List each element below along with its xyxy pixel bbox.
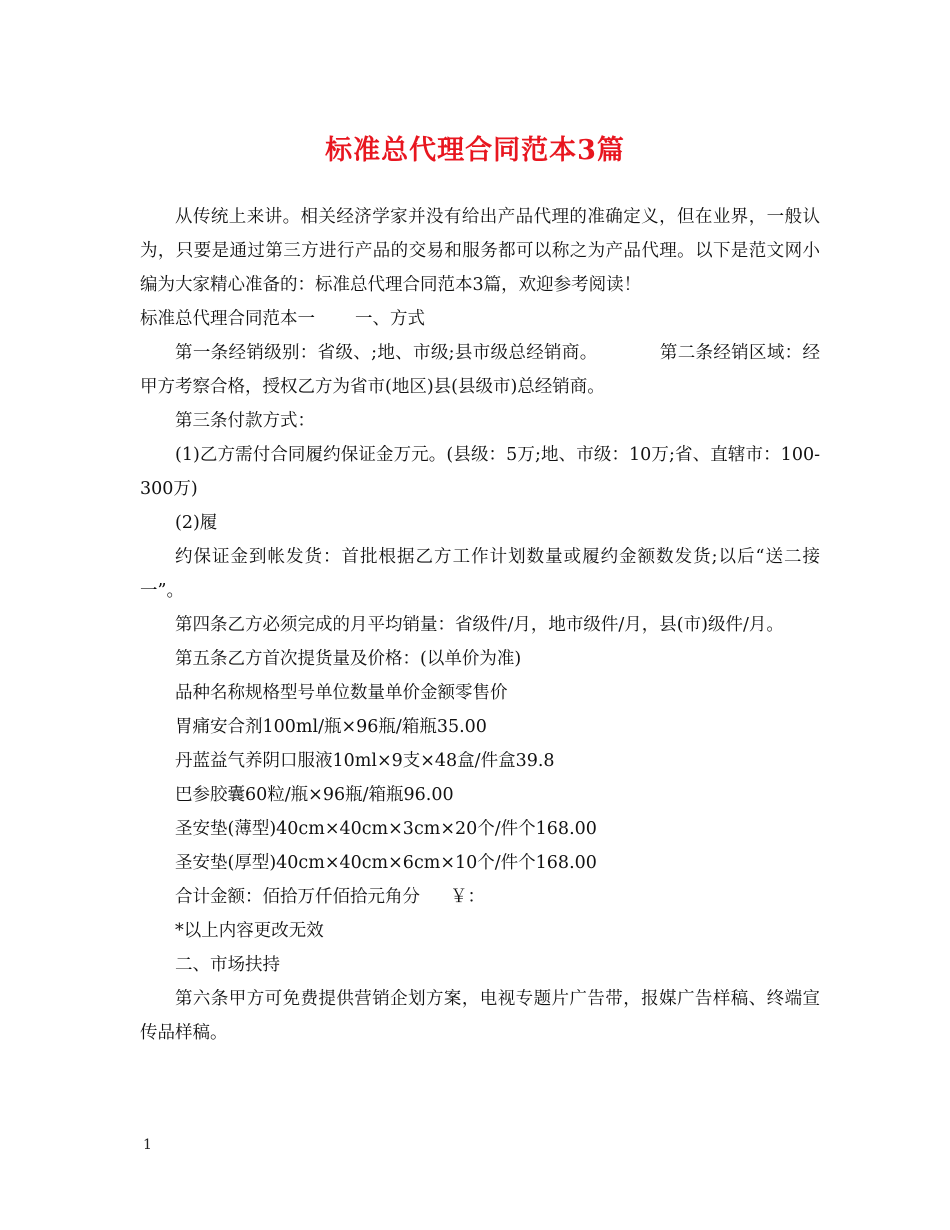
clause-3-item-2-continued: 约保证金到帐发货：首批根据乙方工作计划数量或履约金额数发货;以后“送二接一”。 [140, 547, 820, 601]
section1-heading: 标准总代理合同范本一 [140, 309, 315, 329]
price-table-row: 圣安垫(薄型)40cm×40cm×3cm×20个/件个168.00 [175, 819, 597, 839]
section1-heading-line [140, 302, 820, 336]
document-body [140, 200, 820, 1050]
section2-heading: 二、市场扶持 [175, 955, 280, 975]
clause-5: 第五条乙方首次提货量及价格：(以单价为准) [175, 649, 522, 669]
clause-6: 第六条甲方可免费提供营销企划方案，电视专题片广告带，报媒广告样稿、终端宣传品样稿。 [140, 989, 820, 1043]
intro-paragraph: 从传统上来讲。相关经济学家并没有给出产品代理的准确定义，但在业界，一般认为，只要是通过第三方进行产品的交易和服务都可以称之为产品代理。以下是范文网小编为大家精心准备的：标准总代理合同范本3篇，欢迎参考阅读！ [140, 207, 820, 295]
clause-3: 第三条付款方式： [175, 411, 315, 431]
clause-2: 第二条经销区域：经甲方考察合格，授权乙方为省市(地区)县(县级市)总经销商。 [140, 343, 820, 397]
section1-subheading: 一、方式 [355, 309, 425, 329]
price-table-row: 巴参胶囊60粒/瓶×96瓶/箱瓶96.00 [175, 785, 454, 805]
total-amount-label: 合计金额：佰拾万仟佰拾元角分 [175, 887, 420, 907]
clause-3-item-1: (1)乙方需付合同履约保证金万元。(县级：5万;地、市级：10万;省、直辖市：100-300万) [140, 445, 820, 499]
page-number: 1 [143, 1137, 152, 1153]
clause-1: 第一条经销级别：省级、;地、市级;县市级总经销商。 [175, 343, 598, 363]
clause-3-item-2: (2)履 [175, 513, 218, 533]
price-table-row: 圣安垫(厚型)40cm×40cm×6cm×10个/件个168.00 [175, 853, 597, 873]
note-line: *以上内容更改无效 [175, 921, 324, 941]
clause-4: 第四条乙方必须完成的月平均销量：省级件/月，地市级件/月，县(市)级件/月。 [175, 615, 784, 635]
clause-1-2-paragraph [140, 336, 820, 404]
price-table-row: 丹蓝益气养阴口服液10ml×9支×48盒/件盒39.8 [175, 751, 555, 771]
total-currency: ￥： [450, 887, 485, 907]
document-title: 标准总代理合同范本3篇 [325, 135, 625, 166]
price-table-row: 胃痛安合剂100ml/瓶×96瓶/箱瓶35.00 [175, 717, 487, 737]
total-amount-line [140, 880, 820, 914]
price-table-header: 品种名称规格型号单位数量单价金额零售价 [175, 683, 508, 703]
